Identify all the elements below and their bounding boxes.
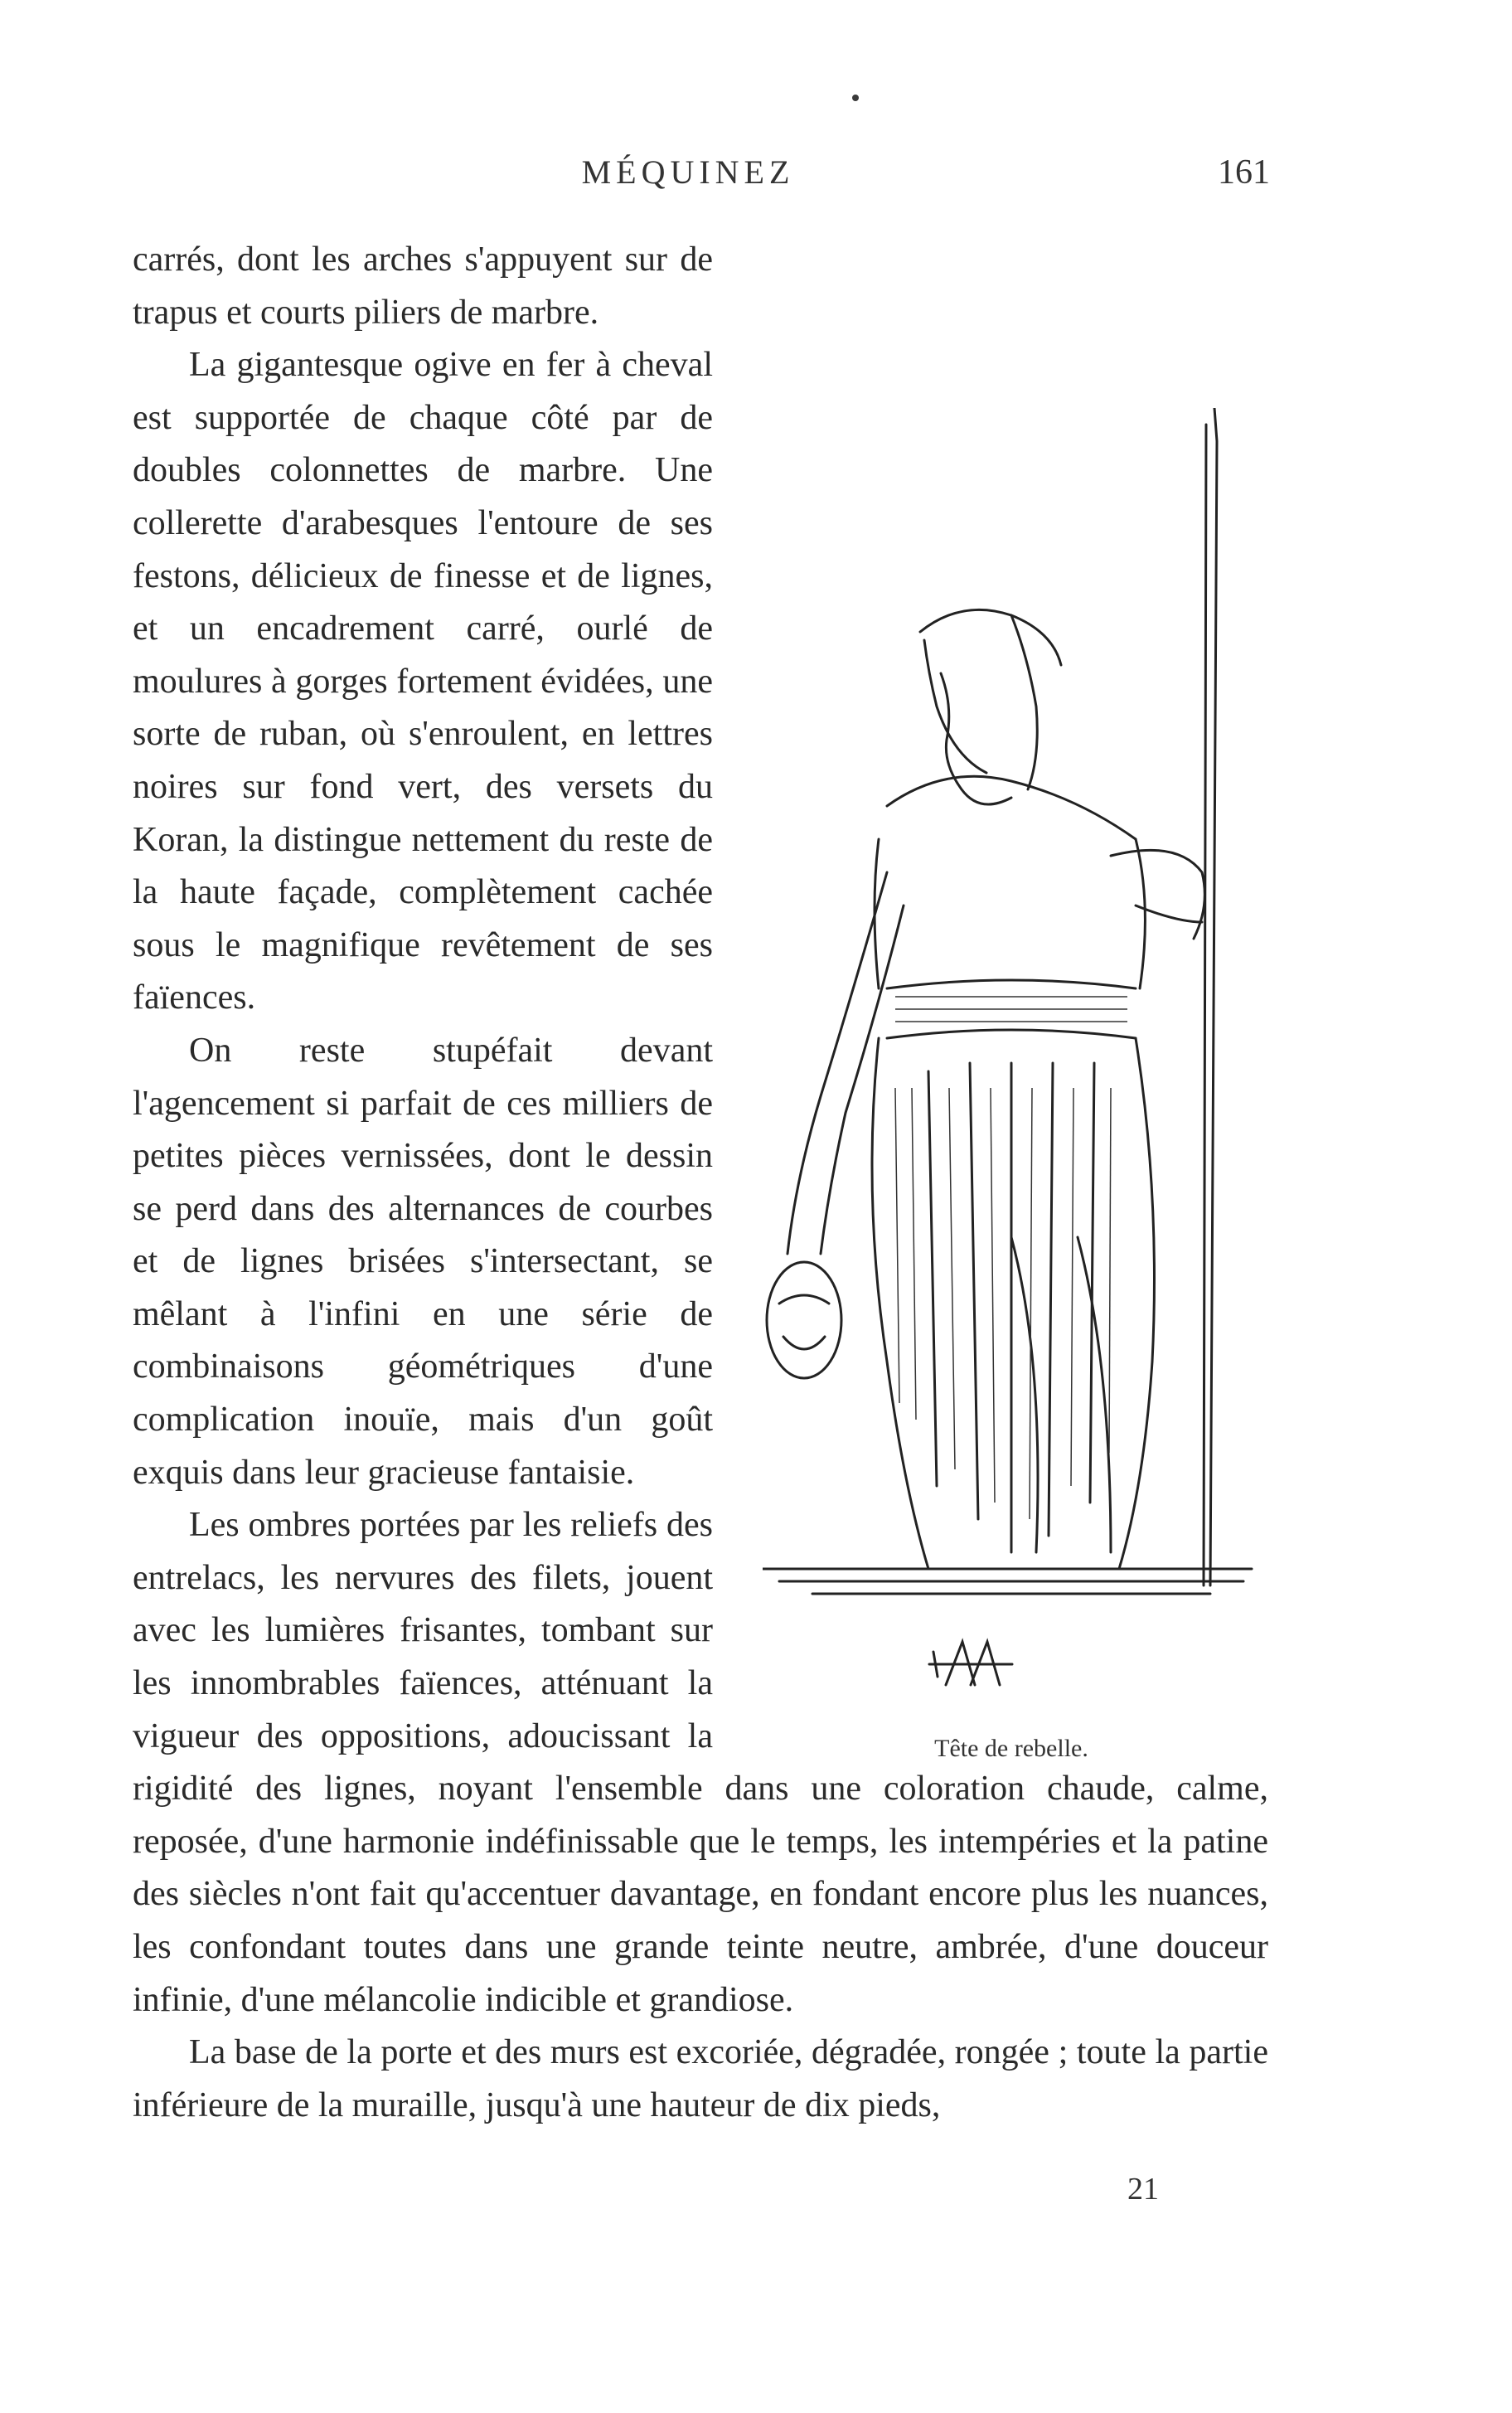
running-header [0,153,1512,194]
signature-mark: 21 [1127,2172,1159,2207]
paragraph-1: carrés, dont les arches s'appuyent sur de trapus et courts piliers de marbre. [133,240,713,332]
ink-dot [852,95,859,101]
paragraph-2: La gigantesque ogive en fer à cheval est supportée de chaque côté par de doubles colonnettes de marbre. Une collerette d'arabesques l'entoure de ses festons, délicieux de finesse et de lignes, et un encadrement carré, ourlé de moulures à gorges fortement évidées, une sorte de ruban, où s'enroulent, en lettres noires sur fond vert, des versets du Koran, la distingue nettement du reste de la haute façade, complètement cachée sous le magnifique revêtement de ses faïences. [133,346,713,1017]
running-title: MÉQUINEZ [581,153,795,191]
paragraph-5: La base de la porte et des murs est excoriée, dégradée, rongée ; toute la partie inférieure de la muraille, jusqu'à une hauteur de dix pieds, [133,2033,1268,2124]
page-number: 161 [1218,153,1270,192]
rebel-figure-illustration [763,408,1260,1610]
body-text [133,234,1268,2132]
artist-signature-mark [925,1635,1016,1693]
figure-caption: Tête de rebelle. [934,1735,1088,1762]
figure-float [729,234,1268,1762]
paragraph-4: Les ombres portées par les reliefs des entrelacs, les nervures des filets, jouent avec les lumières frisantes, tombant sur les innombrables faïences, atténuant la vigueur des oppositions, adoucissant la rigidité des lignes, noyant l'ensemble dans une coloration chaude, calme, reposée, d'une harmonie indéfinissable que le temps, les intempéries et la patine des siècles n'ont fait qu'accentuer davantage, en fondant encore plus les nuances, les confondant toutes dans une grande teinte neutre, ambrée, d'une douceur infinie, d'une mélancolie indicible et grandiose. [133,1506,1268,2019]
paragraph-3: On reste stupéfait devant l'agencement si parfait de ces milliers de petites pièces vernissées, dont le dessin se perd dans des alternances de courbes et de lignes brisées s'intersectant, se mêlant à l'infini en une série de combinaisons géométriques d'une complication inouïe, mais d'un goût exquis dans leur gracieuse fantaisie. [133,1031,713,1492]
